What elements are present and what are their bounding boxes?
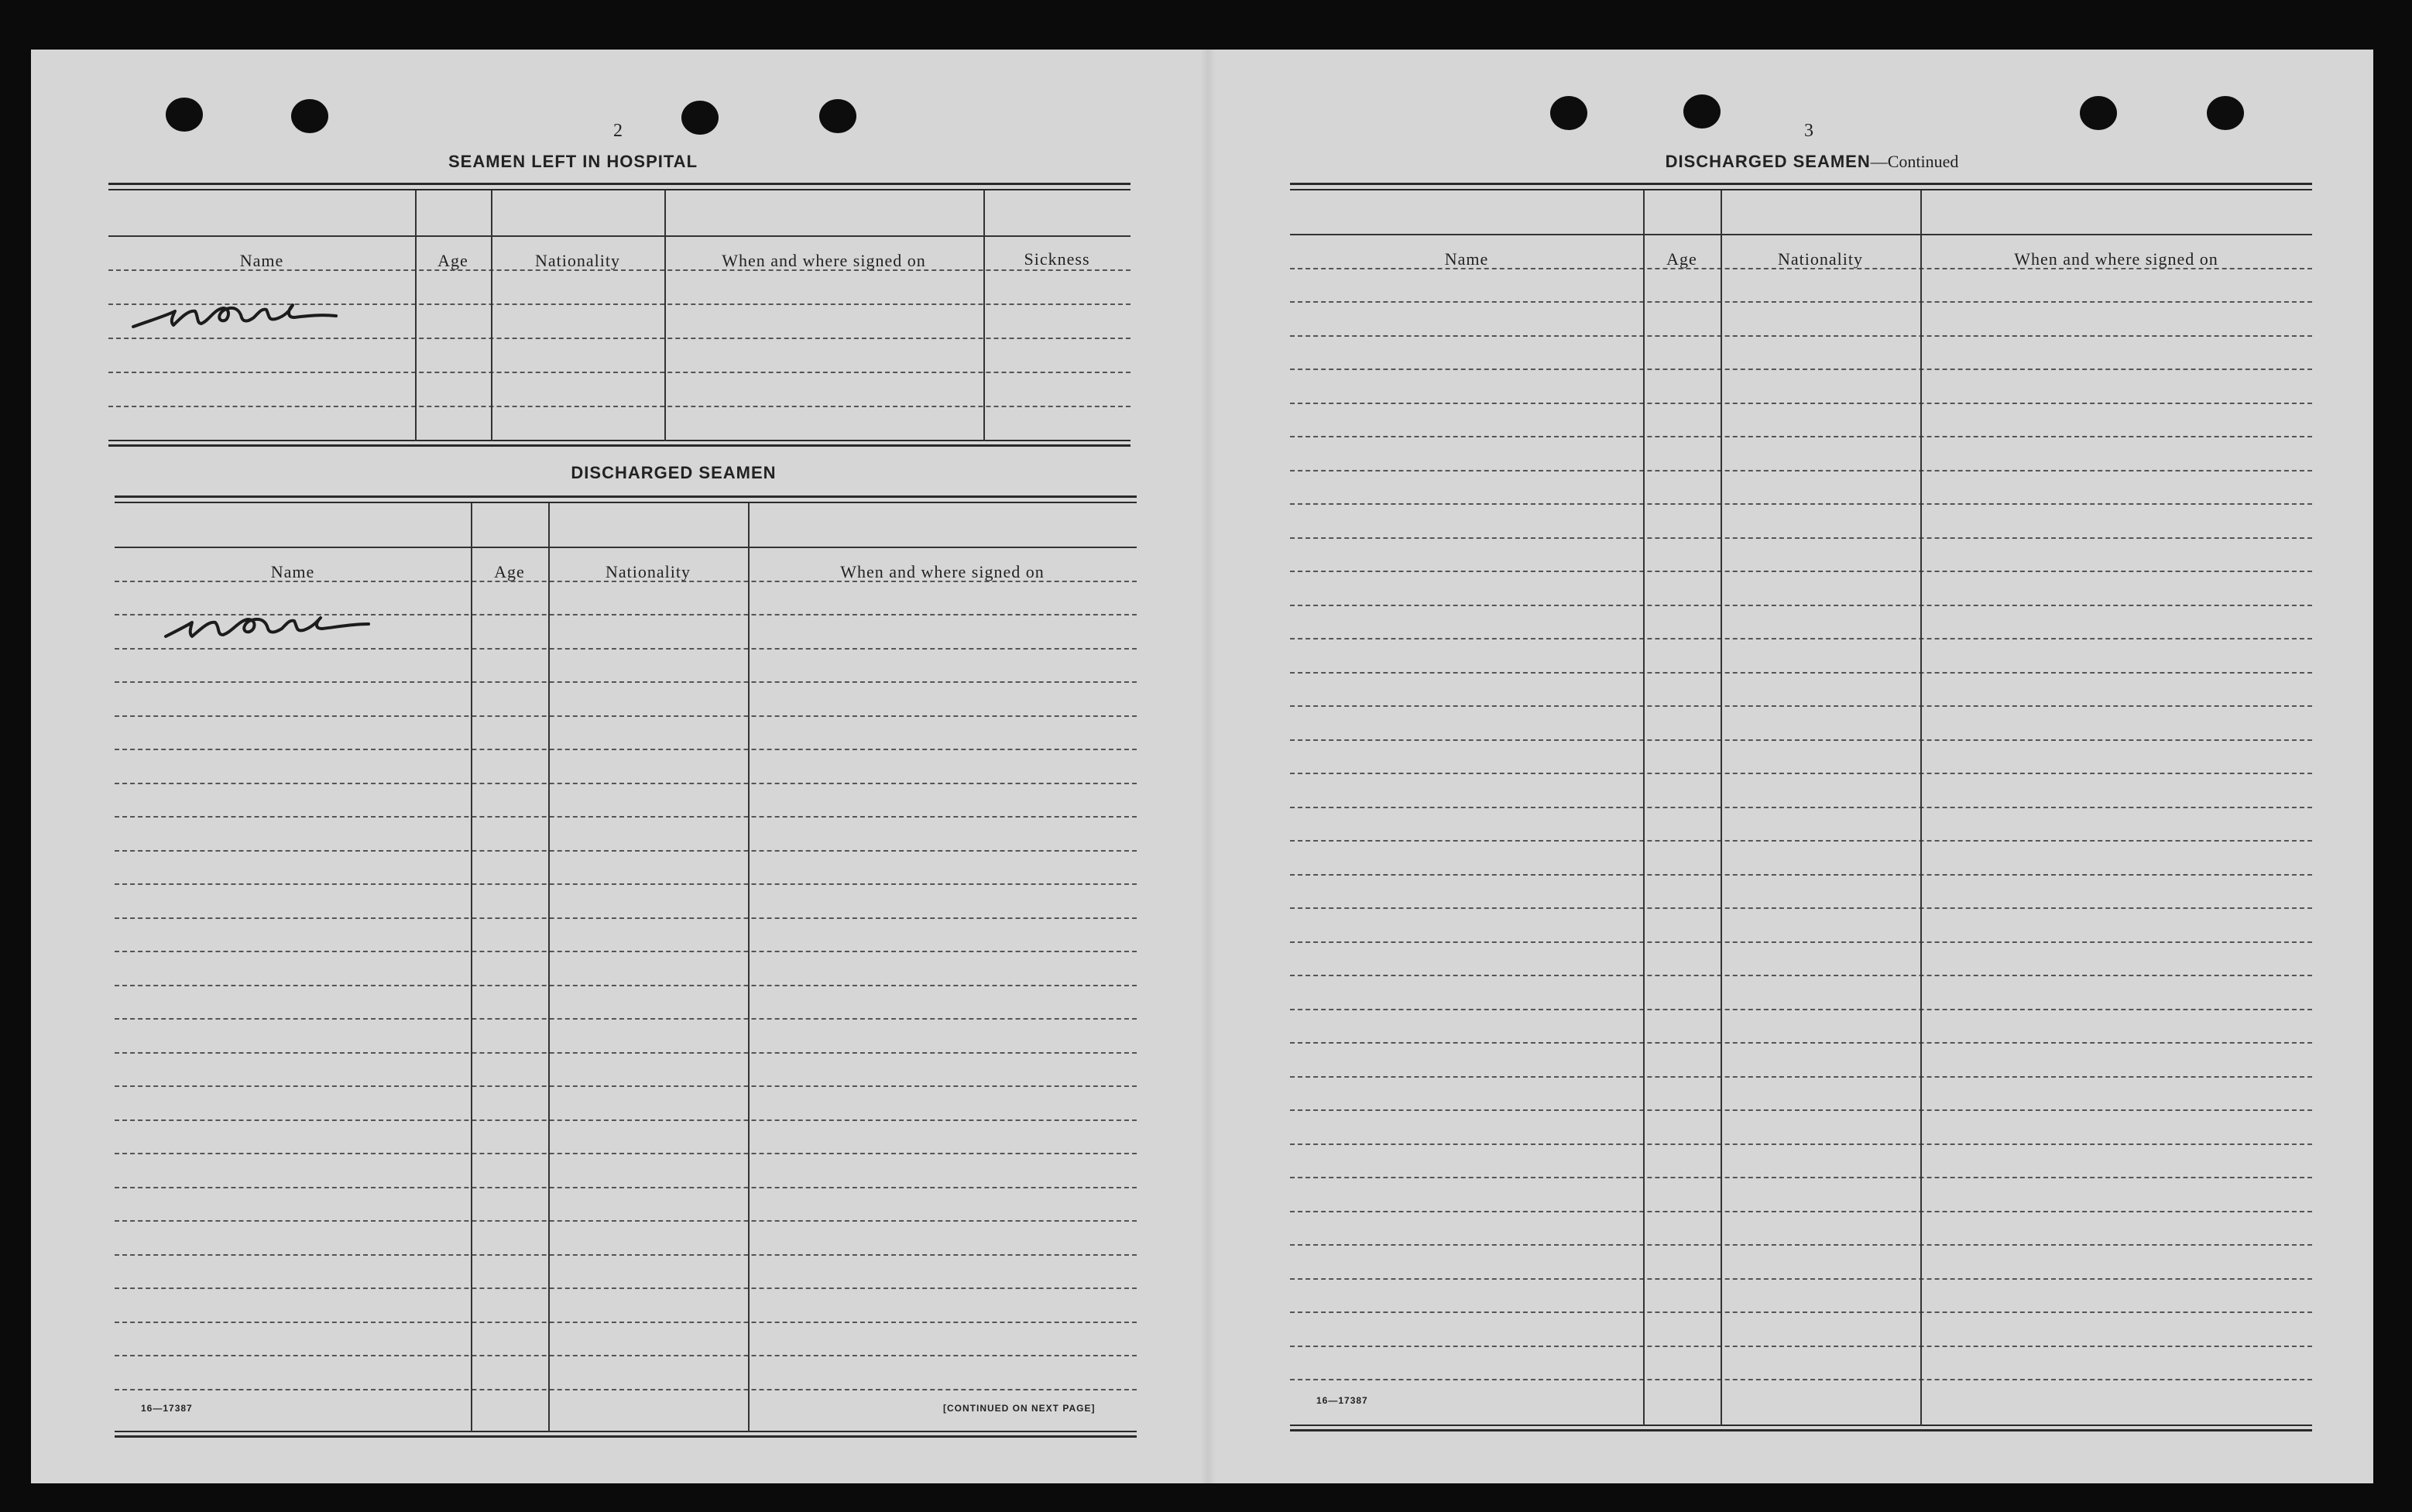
row-line <box>1290 1076 2312 1078</box>
row-line <box>1290 840 2312 842</box>
punch-hole <box>819 99 856 133</box>
row-line <box>1290 537 2312 539</box>
table-top-rule <box>115 502 1137 503</box>
table-bottom-rule <box>108 444 1131 447</box>
row-line <box>108 338 1131 339</box>
document-sheet <box>31 50 2373 1483</box>
column-header-nationality: Nationality <box>1778 249 1863 269</box>
row-line <box>1290 705 2312 707</box>
column-divider <box>1920 190 1922 1426</box>
table-bottom-rule <box>115 1435 1137 1438</box>
row-line <box>1290 907 2312 909</box>
column-header-age: Age <box>494 562 525 581</box>
row-line <box>115 1119 1137 1121</box>
header-divider <box>108 235 1131 237</box>
column-header-name: Name <box>1444 249 1489 269</box>
column-divider <box>664 190 666 441</box>
punch-hole <box>166 98 203 132</box>
row-line <box>115 681 1137 683</box>
column-header-age: Age <box>437 251 468 270</box>
discharged-continued-title-text: DISCHARGED SEAMEN <box>1665 152 1871 171</box>
table-bottom-rule <box>1290 1429 2312 1431</box>
column-divider <box>748 503 750 1432</box>
column-divider <box>1721 190 1722 1426</box>
row-line <box>115 749 1137 750</box>
column-header-age: Age <box>1666 249 1697 269</box>
row-line <box>1290 335 2312 337</box>
row-line <box>1290 739 2312 741</box>
header-divider <box>115 547 1137 548</box>
page-number-right: 3 <box>1804 121 1813 141</box>
handwritten-entry-none <box>158 593 383 647</box>
row-line <box>1290 403 2312 404</box>
row-line <box>108 406 1131 407</box>
column-header-nationality: Nationality <box>606 562 691 581</box>
header-divider <box>1290 234 2312 235</box>
page-number-left: 2 <box>613 121 623 141</box>
row-line <box>115 1085 1137 1087</box>
form-number-right: 16—17387 <box>1316 1395 1368 1406</box>
row-line <box>115 1018 1137 1020</box>
column-divider <box>983 190 985 441</box>
column-header-when-where: When and where signed on <box>840 562 1045 581</box>
row-line <box>1290 369 2312 370</box>
row-line <box>1290 1143 2312 1145</box>
column-header-name: Name <box>270 562 315 581</box>
row-line <box>1290 571 2312 572</box>
continued-suffix: —Continued <box>1870 152 1959 171</box>
row-line <box>115 883 1137 885</box>
column-header-nationality: Nationality <box>535 251 620 270</box>
hospital-table <box>108 183 1131 502</box>
page-fold <box>1200 50 1216 1483</box>
row-line <box>115 715 1137 717</box>
table-bottom-rule <box>1290 1425 2312 1426</box>
row-line <box>115 816 1137 818</box>
row-line <box>1290 1109 2312 1111</box>
table-top-rule <box>1290 189 2312 190</box>
punch-hole <box>1683 94 1721 129</box>
handwritten-entry-none <box>127 282 352 336</box>
row-line <box>1290 1211 2312 1212</box>
table-bottom-rule <box>115 1431 1137 1432</box>
column-divider <box>415 190 417 441</box>
discharged-continued-title <box>1580 152 2044 172</box>
row-line <box>115 1052 1137 1054</box>
row-line <box>115 985 1137 986</box>
row-line <box>115 648 1137 650</box>
punch-hole <box>2207 96 2244 130</box>
column-header-sickness: Sickness <box>1024 249 1090 269</box>
row-line <box>115 850 1137 852</box>
column-divider <box>1643 190 1645 1426</box>
row-line <box>1290 1311 2312 1313</box>
row-line <box>1290 807 2312 808</box>
column-header-when-where: When and where signed on <box>722 251 926 270</box>
row-line <box>115 1287 1137 1289</box>
column-divider <box>491 190 492 441</box>
punch-hole <box>1550 96 1587 130</box>
row-line <box>1290 503 2312 505</box>
table-top-rule <box>115 495 1137 498</box>
row-line <box>1290 672 2312 674</box>
row-line <box>115 783 1137 784</box>
row-line <box>1290 1278 2312 1280</box>
row-line <box>1290 605 2312 606</box>
row-line <box>115 1355 1137 1356</box>
column-divider <box>471 503 472 1432</box>
row-line <box>115 1389 1137 1390</box>
punch-hole <box>2080 96 2117 130</box>
hospital-section-title: SEAMEN LEFT IN HOSPITAL <box>448 152 698 171</box>
column-header-name: Name <box>239 251 284 270</box>
row-line <box>1290 1009 2312 1010</box>
table-top-rule <box>1290 183 2312 185</box>
row-line <box>1290 638 2312 639</box>
row-line <box>115 1254 1137 1256</box>
column-header-when-where: When and where signed on <box>2014 249 2218 269</box>
row-line <box>1290 1042 2312 1044</box>
form-number-left: 16—17387 <box>141 1403 193 1414</box>
discharged-continued-table <box>1290 183 2312 1437</box>
row-line <box>108 372 1131 373</box>
row-line <box>1290 773 2312 774</box>
row-line <box>1290 874 2312 876</box>
row-line <box>1290 1177 2312 1178</box>
row-line <box>1290 436 2312 437</box>
row-line <box>1290 1346 2312 1347</box>
punch-hole <box>681 101 719 135</box>
row-line <box>115 1187 1137 1188</box>
row-line <box>1290 301 2312 303</box>
table-top-rule <box>108 189 1131 190</box>
row-line <box>115 917 1137 919</box>
row-line <box>1290 975 2312 976</box>
row-line <box>115 1153 1137 1154</box>
row-line <box>115 1220 1137 1222</box>
row-line <box>1290 470 2312 471</box>
row-line <box>1290 1379 2312 1380</box>
row-line <box>1290 1244 2312 1246</box>
discharged-section-title: DISCHARGED SEAMEN <box>571 463 777 482</box>
column-divider <box>548 503 550 1432</box>
punch-hole <box>291 99 328 133</box>
row-line <box>115 1322 1137 1323</box>
continued-note: [CONTINUED ON NEXT PAGE] <box>943 1403 1096 1414</box>
row-line <box>115 951 1137 952</box>
table-bottom-rule <box>108 440 1131 441</box>
table-top-rule <box>108 183 1131 185</box>
row-line <box>1290 941 2312 943</box>
